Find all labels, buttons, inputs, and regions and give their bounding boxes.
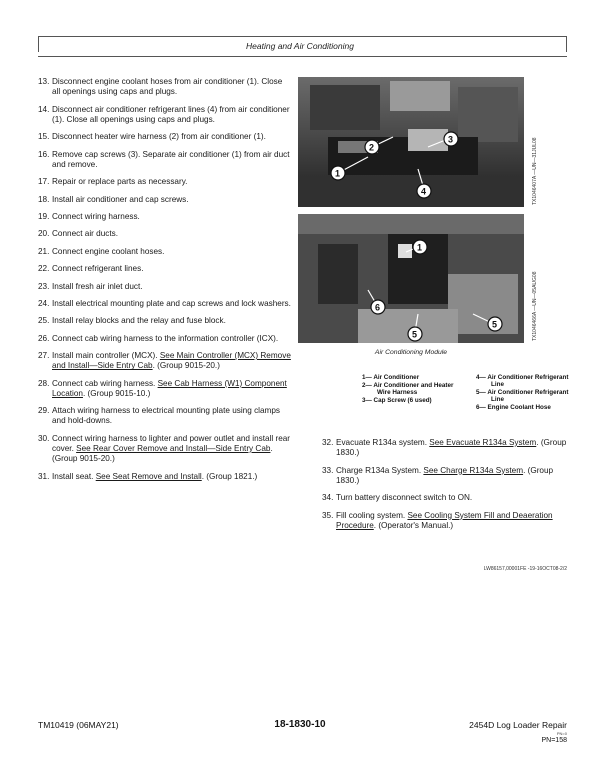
legend-item-4: 4— Air Conditioner Refrigerant Line <box>476 374 569 389</box>
step-item <box>38 316 292 326</box>
step-item <box>38 351 292 371</box>
step-number: 28. <box>38 378 50 388</box>
fig1-callout-2 <box>365 140 379 154</box>
cross-reference-link[interactable]: See Rear Cover Remove and Install—Side Entry Cab <box>76 444 271 454</box>
fig2-callout-1 <box>413 240 427 254</box>
fig1-callout-1 <box>331 166 345 180</box>
step-item <box>38 77 292 97</box>
cross-reference-link[interactable]: See Evacuate R134a System <box>429 438 537 447</box>
step-text-suffix: . (Group 9015-20.) <box>52 444 273 464</box>
step-text: Install main controller (MCX). <box>52 351 160 361</box>
step-number: 34. <box>322 493 334 503</box>
fig2-callout-5a <box>408 327 422 341</box>
step-number: 16. <box>38 149 50 159</box>
step-text: Install seat. <box>52 471 96 481</box>
step-text: Turn battery disconnect switch to ON. <box>336 493 473 503</box>
step-item <box>38 264 292 274</box>
legend-item-1: 1— Air Conditioner <box>362 374 420 381</box>
legend-item-6: 6— Engine Coolant Hose <box>476 404 551 411</box>
reference-code: LW86157,00001FE -19-16OCT08-2/2 <box>483 566 567 572</box>
step-number: 21. <box>38 246 50 256</box>
step-number: 32. <box>322 438 334 447</box>
step-text-suffix: . (Group 1830.) <box>336 465 554 485</box>
step-text: Fill cooling system. <box>336 510 408 520</box>
step-text: Install electrical mounting plate and cap screws and lock washers. <box>52 298 291 308</box>
step-item <box>38 299 292 309</box>
svg-text:2: 2 <box>369 142 375 153</box>
svg-text:5: 5 <box>492 319 498 330</box>
step-number: 20. <box>38 229 50 239</box>
step-item <box>38 472 292 482</box>
steps-left-column <box>38 77 292 489</box>
svg-text:1: 1 <box>417 242 423 253</box>
svg-text:5: 5 <box>412 329 418 340</box>
step-number: 31. <box>38 471 50 481</box>
step-number: 35. <box>322 510 334 520</box>
figure-caption: Air Conditioning Module <box>374 349 448 356</box>
figure-ac-removal-top <box>298 77 524 207</box>
step-text: Disconnect engine coolant hoses from air conditioner (1). Close all openings using caps and plugs. <box>52 77 283 97</box>
step-text: Connect cab wiring harness to the information controller (ICX). <box>52 333 279 343</box>
step-number: 22. <box>38 264 50 274</box>
step-text: Repair or replace parts as necessary. <box>52 177 188 187</box>
footer-page-number: 18-1830-10 <box>274 719 326 730</box>
cross-reference-link[interactable]: See Main Controller (MCX) Remove and Install—Side Entry Cab <box>52 351 291 371</box>
step-text-suffix: . (Group 1821.) <box>201 471 258 481</box>
step-number: 17. <box>38 177 50 187</box>
section-title: Heating and Air Conditioning <box>246 41 354 51</box>
header-frame-top <box>38 36 567 37</box>
step-number: 15. <box>38 132 50 142</box>
step-number: 13. <box>38 77 50 86</box>
step-number: 30. <box>38 433 50 443</box>
step-number: 23. <box>38 281 50 291</box>
step-text: Attach wiring harness to electrical mounting plate using clamps and hold-downs. <box>52 406 280 426</box>
footer-manual-title: 2454D Log Loader Repair <box>469 720 567 730</box>
figure-2-id: TX1046466A —UN—05AUG08 <box>532 271 538 341</box>
fig2-callout-6 <box>371 300 385 314</box>
step-item <box>38 212 292 222</box>
cross-reference-link[interactable]: See Cab Harness (W1) Component Location <box>52 378 287 398</box>
figure-1-id: TX1046407A —UN—31JUL08 <box>532 137 538 205</box>
step-text: Connect wiring harness. <box>52 211 140 221</box>
step-number: 26. <box>38 333 50 343</box>
footer-pn: PN=158 <box>541 737 567 744</box>
step-number: 18. <box>38 194 50 204</box>
fig2-callout-5b <box>488 317 502 331</box>
step-number: 19. <box>38 211 50 221</box>
figure-ac-removal-bottom <box>298 214 524 343</box>
svg-text:3: 3 <box>448 134 454 145</box>
legend-item-5: 5— Air Conditioner Refrigerant Line <box>476 389 569 404</box>
cross-reference-link[interactable]: See Cooling System Fill and Deaeration Procedure <box>336 510 553 530</box>
step-text: Disconnect air conditioner refrigerant lines (4) from air conditioner (1). Close all openings using caps and plugs. <box>52 104 290 124</box>
step-item <box>38 177 292 187</box>
fig1-callout-3 <box>444 132 458 146</box>
step-item <box>322 493 570 503</box>
step-text: Connect cab wiring harness. <box>52 378 158 388</box>
step-text-suffix: . (Operator's Manual.) <box>373 520 454 530</box>
step-number: 29. <box>38 406 50 416</box>
legend-item-3: 3— Cap Screw (6 used) <box>362 396 432 404</box>
fig1-callout-4 <box>417 184 431 198</box>
step-text: Install fresh air inlet duct. <box>52 281 143 291</box>
step-number: 33. <box>322 465 334 475</box>
steps-right-column <box>322 438 570 538</box>
svg-text:6: 6 <box>375 302 381 313</box>
step-item <box>38 434 292 465</box>
step-item <box>38 132 292 142</box>
cross-reference-link[interactable]: See Charge R134a System <box>423 465 524 475</box>
step-item <box>322 466 570 486</box>
step-item <box>322 438 570 458</box>
step-text: Connect engine coolant hoses. <box>52 246 165 256</box>
step-text-suffix: . (Group 9015-20.) <box>152 361 220 371</box>
step-item <box>38 229 292 239</box>
step-item <box>38 150 292 170</box>
step-text: Remove cap screws (3). Separate air conditioner (1) from air duct and remove. <box>52 149 290 169</box>
svg-text:4: 4 <box>421 186 427 197</box>
step-item <box>38 195 292 205</box>
step-item <box>38 379 292 399</box>
step-number: 24. <box>38 298 50 308</box>
step-text: Connect air ducts. <box>52 229 118 239</box>
step-number: 14. <box>38 104 50 114</box>
footer-manual-id: TM10419 (06MAY21) <box>38 720 119 730</box>
step-item <box>38 282 292 292</box>
step-text: Charge R134a System. <box>336 465 424 475</box>
step-text: Disconnect heater wire harness (2) from air conditioner (1). <box>52 132 266 142</box>
step-text-suffix: . (Group 1830.) <box>336 438 567 458</box>
svg-text:1: 1 <box>335 168 341 179</box>
step-text: Connect wiring harness to lighter and power outlet and install rear cover. <box>52 433 291 454</box>
step-item <box>322 511 570 531</box>
header-rule <box>38 56 567 57</box>
step-text: Connect refrigerant lines. <box>52 264 144 274</box>
step-text: Install relay blocks and the relay and fuse block. <box>52 316 226 326</box>
legend-item-2: 2— Air Conditioner and Heater Wire Harness <box>362 381 454 396</box>
step-number: 25. <box>38 316 50 326</box>
step-text: Evacuate R134a system. <box>336 438 430 447</box>
step-text: Install air conditioner and cap screws. <box>52 194 189 204</box>
step-text-suffix: . (Group 9015-10.) <box>82 388 151 398</box>
footer-tiny-code: PN=0 <box>556 731 567 736</box>
step-item <box>38 334 292 344</box>
step-item <box>38 406 292 426</box>
step-item <box>38 105 292 125</box>
cross-reference-link[interactable]: See Seat Remove and Install <box>95 471 202 481</box>
step-number: 27. <box>38 351 50 361</box>
step-item <box>38 247 292 257</box>
